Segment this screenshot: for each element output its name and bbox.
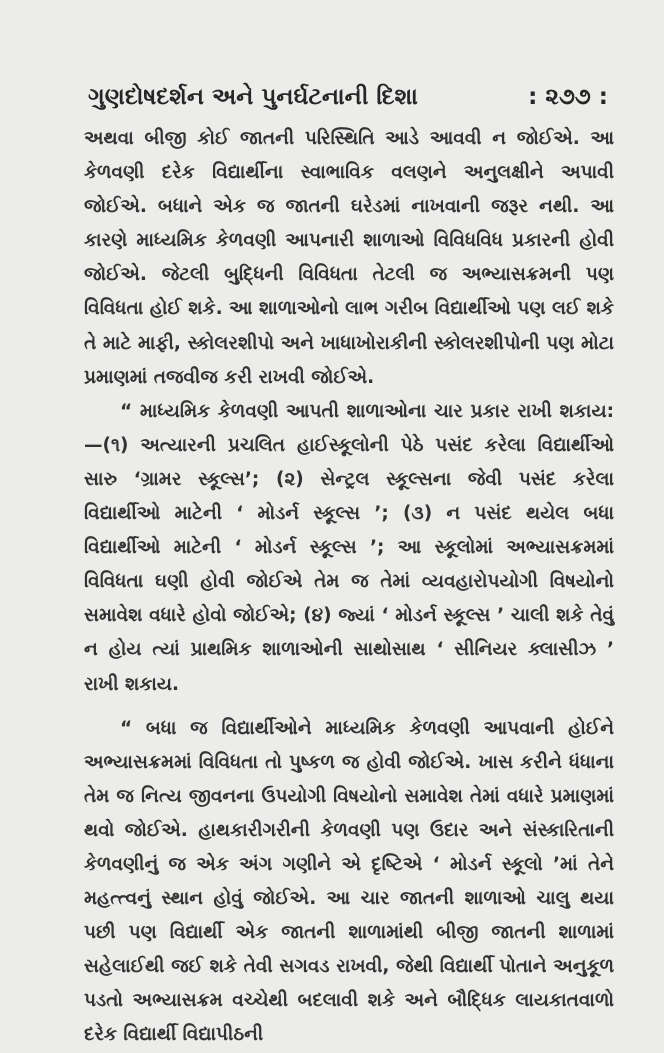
chapter-title: ગુણદોષદર્શન અને પુનર્ઘટનાની દિશા (88, 84, 418, 110)
page-number: : ૨૭૭ : (528, 84, 608, 110)
body-text (84, 122, 614, 1053)
paragraph: “ બધા જ વિદ્યાર્થીઓને માધ્યમિક કેળવણી આપવાની હોઈને અભ્યાસક્રમમાં વિવિધતા તો પુષ્કળ જ હોવી જોઈએ. ખાસ કરીને ધંધાના તેમ જ નિત્ય જીવનના ઉપયોગી વિષયોનો સમાવેશ તેમાં વધારે પ્રમાણમાં થવો જોઈએ. હાથકારીગરીની કેળવણી પણ ઉદાર અને સંસ્કારિતાની કેળવણીનું જ એક અંગ ગણીને એ દૃષ્ટિએ ‘ મોડર્ન સ્કૂલો ’માં તેને મહત્ત્વનું સ્થાન હોવું જોઈએ. આ ચાર જાતની શાળાઓ ચાલુ થયા પછી પણ વિદ્યાર્થી એક જાતની શાળામાંથી બીજી જાતની શાળામાં સહેલાઈથી જઈ શકે તેવી સગવડ રાખવી, જેથી વિદ્યાર્થી પોતાને અનુકૂળ પડતો અભ્યાસક્રમ વચ્ચેથી બદલાવી શકે અને બૌદ્ધિક લાયકાતવાળો દરેક વિદ્યાર્થી વિદ્યાપીઠની (84, 717, 614, 1046)
paragraph: “ માધ્યમિક કેળવણી આપતી શાળાઓના ચાર પ્રકાર રાખી શકાય:—(૧) અત્યારની પ્રચલિત હાઈસ્કૂલોની પેઠે પસંદ કરેલા વિદ્યાર્થીઓ સારુ ‘ગ્રામર સ્કૂલ્સ’; (૨) સેન્ટ્રલ સ્કૂલ્સના જેવી પસંદ કરેલા વિદ્યાર્થીઓ માટેની ‘ મોડર્ન સ્કૂલ્સ ’; (૩) ન પસંદ થયેલ બધા વિદ્યાર્થીઓ માટેની ‘ મોડર્ન સ્કૂલ્સ ’; આ સ્કૂલોમાં અભ્યાસક્રમમાં વિવિધતા ઘણી હોવી જોઈએ તેમ જ તેમાં વ્યવહારોપયોગી વિષયોનો સમાવેશ વધારે હોવો જોઈએ; (૪) જ્યાં ‘ મોડર્ન સ્કૂલ્સ ’ ચાલી શકે તેવું ન હોય ત્યાં પ્રાથમિક શાળાઓની સાથોસાથ ‘ સીનિયર ક્લાસીઝ ’ રાખી શકાય. (84, 400, 614, 695)
running-header (88, 84, 608, 124)
paragraph: અથવા બીજી કોઈ જાતની પરિસ્થિતિ આડે આવવી ન જોઈએ. આ કેળવણી દરેક વિદ્યાર્થીના સ્વાભાવિક વલણને અનુલક્ષીને અપાવી જોઈએ. બધાને એક જ જાતની ઘરેડમાં નાખવાની જરૂર નથી. આ કારણે માધ્યમિક કેળવણી આપનારી શાળાઓ વિવિધવિધ પ્રકારની હોવી જોઈએ. જેટલી બુદ્ધિની વિવિધતા તેટલી જ અભ્યાસક્રમની પણ વિવિધતા હોઈ શકે. આ શાળાઓનો લાભ ગરીબ વિદ્યાર્થીઓ પણ લઈ શકે તે માટે માફી, સ્કોલરશીપો અને ખાધાખોરાકીની સ્કોલરશીપોની પણ મોટા પ્રમાણમાં તજવીજ કરી રાખવી જોઈએ. (84, 128, 614, 388)
